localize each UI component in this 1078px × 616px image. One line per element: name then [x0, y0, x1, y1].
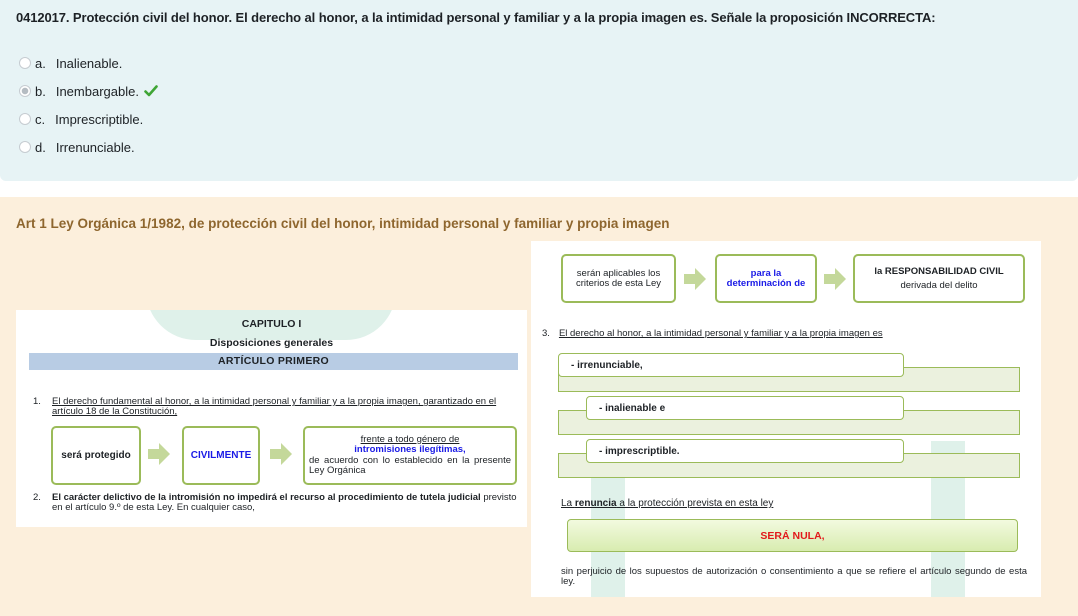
diagram-box-protegido [51, 426, 141, 485]
box-text: derivada del delito [900, 279, 978, 291]
chapter-heading: CAPITULO I [241, 318, 302, 330]
law-excerpt-image-right [531, 241, 1041, 597]
radio-button[interactable] [19, 57, 31, 69]
arrow-right-icon [684, 268, 706, 290]
box-text: frente a todo género de [360, 433, 460, 445]
renuncia-pre: La [561, 498, 575, 509]
radio-button[interactable] [19, 113, 31, 125]
section-heading: Disposiciones generales [209, 337, 334, 349]
paragraph-2 [33, 493, 519, 513]
nula-box [567, 519, 1018, 552]
answer-letter: c. [35, 111, 46, 127]
nula-text: SERÁ NULA, [760, 529, 825, 542]
answer-option-d[interactable] [19, 137, 135, 157]
radio-button-selected[interactable] [19, 85, 31, 97]
arrow-right-icon [148, 443, 170, 465]
arrow-right-icon [270, 443, 292, 465]
answer-label: Inalienable. [55, 55, 123, 71]
renuncia-bold: renuncia [574, 498, 617, 509]
paragraph-rest: previsto en el artículo 9.º de esta Ley. En cualquier caso, [52, 492, 517, 513]
answer-letter: a. [35, 55, 46, 71]
answer-option-a[interactable] [19, 53, 122, 73]
box-text: para la determinación de [726, 267, 806, 289]
answer-label: Inembargable. [55, 83, 139, 99]
diagram-box-responsabilidad [853, 254, 1025, 303]
paragraph-number: 1. [33, 396, 41, 407]
paragraph-text: El derecho fundamental al honor, a la intimidad personal y familiar y a la propia imagen, garantizado en el artículo 18 de la Constitución, [52, 396, 497, 417]
box-text: CIVILMENTE [190, 450, 252, 461]
paragraph-bold: El carácter delictivo de la intromisión no impedirá el recurso al procedimiento de tutela judicial [52, 492, 481, 503]
answer-letter: b. [35, 83, 46, 99]
list-item-text: - irrenunciable, [571, 359, 643, 371]
list-item-imprescriptible [586, 439, 904, 463]
renuncia-text [561, 498, 773, 509]
arrow-right-icon [824, 268, 846, 290]
box-text: serán aplicables los criterios de esta Ley [575, 267, 661, 289]
article-heading: ARTÍCULO PRIMERO [29, 353, 518, 370]
answer-label: Irrenunciable. [55, 139, 135, 155]
question-panel [0, 0, 1078, 181]
box-text-highlight: intromisiones ilegítimas, [354, 444, 466, 455]
answer-letter: d. [35, 139, 46, 155]
box-text: será protegido [61, 450, 131, 461]
diagram-box-determinacion [715, 254, 817, 303]
question-text: 0412017. Protección civil del honor. El derecho al honor, a la intimidad personal y familiar y a la propia imagen es. Señale la proposición INCORRECTA: [16, 10, 936, 25]
radio-button[interactable] [19, 141, 31, 153]
feedback-panel [0, 197, 1078, 616]
perjuicio-text: sin perjuicio de los supuestos de autorización o consentimiento a que se refiere el artículo segundo de esta ley. [561, 566, 1027, 587]
paragraph-text [52, 493, 519, 513]
renuncia-post: a la protección prevista en esta ley [616, 498, 774, 509]
list-item-irrenunciable [558, 353, 904, 377]
paragraph-number: 2. [33, 492, 41, 503]
paragraph-text: El derecho al honor, a la intimidad personal y familiar y a la propia imagen es [558, 328, 883, 339]
answer-option-b[interactable] [19, 81, 158, 101]
answer-option-c[interactable] [19, 109, 143, 129]
diagram-box-criterios [561, 254, 676, 303]
box-text-bold: la RESPONSABILIDAD CIVIL [874, 265, 1004, 277]
diagram-box-intromisiones [303, 426, 517, 485]
list-item-text: - imprescriptible. [599, 445, 680, 457]
answer-label: Imprescriptible. [55, 111, 144, 127]
paragraph-1 [33, 397, 519, 417]
law-excerpt-image-left [16, 310, 527, 527]
list-item-inalienable [586, 396, 904, 420]
correct-check-icon [144, 84, 158, 98]
box-text: de acuerdo con lo establecido en la presente Ley Orgánica [309, 454, 511, 476]
paragraph-3 [542, 328, 883, 339]
paragraph-number: 3. [542, 328, 550, 339]
feedback-title: Art 1 Ley Orgánica 1/1982, de protección civil del honor, intimidad personal y familiar y propia imagen [16, 216, 670, 231]
diagram-box-civilmente [182, 426, 260, 485]
list-item-text: - inalienable e [599, 402, 666, 414]
